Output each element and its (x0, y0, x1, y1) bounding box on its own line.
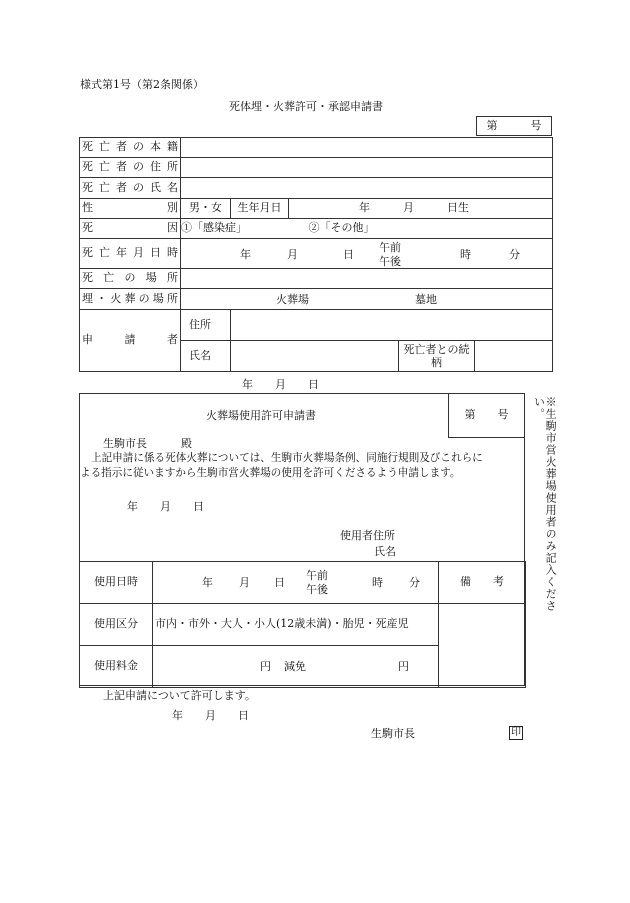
row-death-place (80, 269, 553, 289)
crematorium-number-box (448, 393, 525, 438)
label-death-place (80, 269, 181, 289)
cause-options[interactable] (181, 219, 553, 239)
seal-mark: 印 (511, 727, 521, 738)
crematorium-date: 年 月 日 (127, 500, 204, 513)
row-jusho (80, 158, 553, 178)
am-label: 午前 (379, 241, 401, 254)
usage-fee-field[interactable]: 円 減免 円 (153, 646, 439, 688)
main-application-table (79, 137, 553, 372)
applicant-name-field[interactable] (231, 341, 399, 372)
relation-label: 死亡者との続 柄 (399, 341, 475, 372)
usage-table (79, 561, 526, 688)
applicant-address-label: 住所 (181, 310, 231, 341)
birth-value[interactable]: 年 月 日生 (289, 199, 553, 219)
burial-place-field[interactable] (181, 289, 553, 310)
usage-category-options[interactable]: 市内・市外・大人・小人(12歳未満)・胎児・死産児 (153, 604, 439, 646)
application-number-box (476, 116, 552, 136)
justified-label-shimei: 死 亡 者 の 氏 名 (82, 180, 178, 194)
usage-datetime-field[interactable]: 年 月 日 午前 午後 時 分 (153, 562, 439, 604)
field-death-place[interactable] (181, 269, 553, 289)
justified-label-shinsei: 申 請 者 (82, 333, 178, 347)
form-title: 死体埋・火葬許可・承認申請書 (229, 100, 383, 113)
justified-label-maisou: 埋 ・ 火 葬 の 場 所 (82, 291, 178, 305)
field-jusho[interactable] (181, 158, 553, 178)
row-applicant-address (80, 310, 553, 341)
row-cause (80, 219, 553, 239)
label-shimei (80, 178, 181, 199)
cemetery-label: 墓地 (415, 293, 437, 306)
row-usage-category (80, 604, 526, 646)
form-number: 様式第1号（第2条関係） (80, 78, 204, 91)
side-note: ※生駒市営火葬場使用者のみ記入ください。 (532, 396, 558, 612)
mayor-label: 生駒市長 (371, 727, 415, 740)
applicant-address-field[interactable] (231, 310, 553, 341)
row-burial-place (80, 289, 553, 310)
usage-fee-label: 使用料金 (80, 646, 153, 688)
approval-text: 上記申請について許可します。 (103, 689, 256, 702)
label-jusho (80, 158, 181, 178)
label-sex: 性 別 (80, 199, 181, 219)
crematorium-title: 火葬場使用許可申請書 (206, 409, 316, 422)
remarks-field[interactable] (439, 604, 526, 688)
remarks-label: 備 考 (439, 562, 526, 604)
row-shimei (80, 178, 553, 199)
death-datetime-field[interactable]: 年 月 日 午前 午後 時 分 (181, 239, 553, 269)
crematorium-label: 火葬場 (276, 293, 309, 306)
birth-label: 生年月日 (231, 199, 289, 219)
label-applicant (80, 310, 181, 372)
justified-label-jusho: 死 亡 者 の 住 所 (82, 160, 178, 174)
label-death-datetime (80, 239, 181, 269)
user-name-label: 氏名 (374, 545, 396, 558)
row-death-datetime (80, 239, 553, 269)
body-line-1: 上記申請に係る死体火葬については、生駒市火葬場条例、同施行規則及びこれらに (91, 452, 483, 464)
user-address-label: 使用者住所 (340, 529, 395, 542)
row-usage-datetime (80, 562, 526, 604)
application-date: 年 月 日 (242, 378, 319, 391)
field-honseki[interactable] (181, 138, 553, 158)
label-burial-place (80, 289, 181, 310)
justified-label-honseki: 死 亡 者 の 本 籍 (82, 140, 178, 154)
justified-label-basho: 死 亡 の 場 所 (82, 271, 178, 285)
approval-date: 年 月 日 (172, 709, 249, 722)
application-number-label: 第 号 (477, 117, 552, 136)
usage-datetime-label: 使用日時 (80, 562, 153, 604)
body-line-2: よる指示に従いますから生駒市営火葬場の使用を許可くださるよう申請します。 (80, 467, 461, 479)
row-sex (80, 199, 553, 219)
pm-label: 午後 (379, 255, 401, 268)
field-shimei[interactable] (181, 178, 553, 199)
usage-category-label: 使用区分 (80, 604, 153, 646)
applicant-name-label: 氏名 (181, 341, 231, 372)
relation-field[interactable] (475, 341, 553, 372)
justified-label-shibou_dt: 死 亡 年 月 日 時 (82, 246, 178, 260)
crematorium-number-label: 第 号 (449, 394, 525, 438)
cause-option-other[interactable]: ②「その他」 (308, 221, 375, 235)
label-cause: 死 因 (80, 219, 181, 239)
row-honseki (80, 138, 553, 158)
label-honseki (80, 138, 181, 158)
addressee: 生駒市長 殿 (103, 437, 192, 450)
sex-value[interactable]: 男・女 (181, 199, 231, 219)
cause-option-infectious[interactable]: ①「感染症」 (181, 221, 247, 235)
